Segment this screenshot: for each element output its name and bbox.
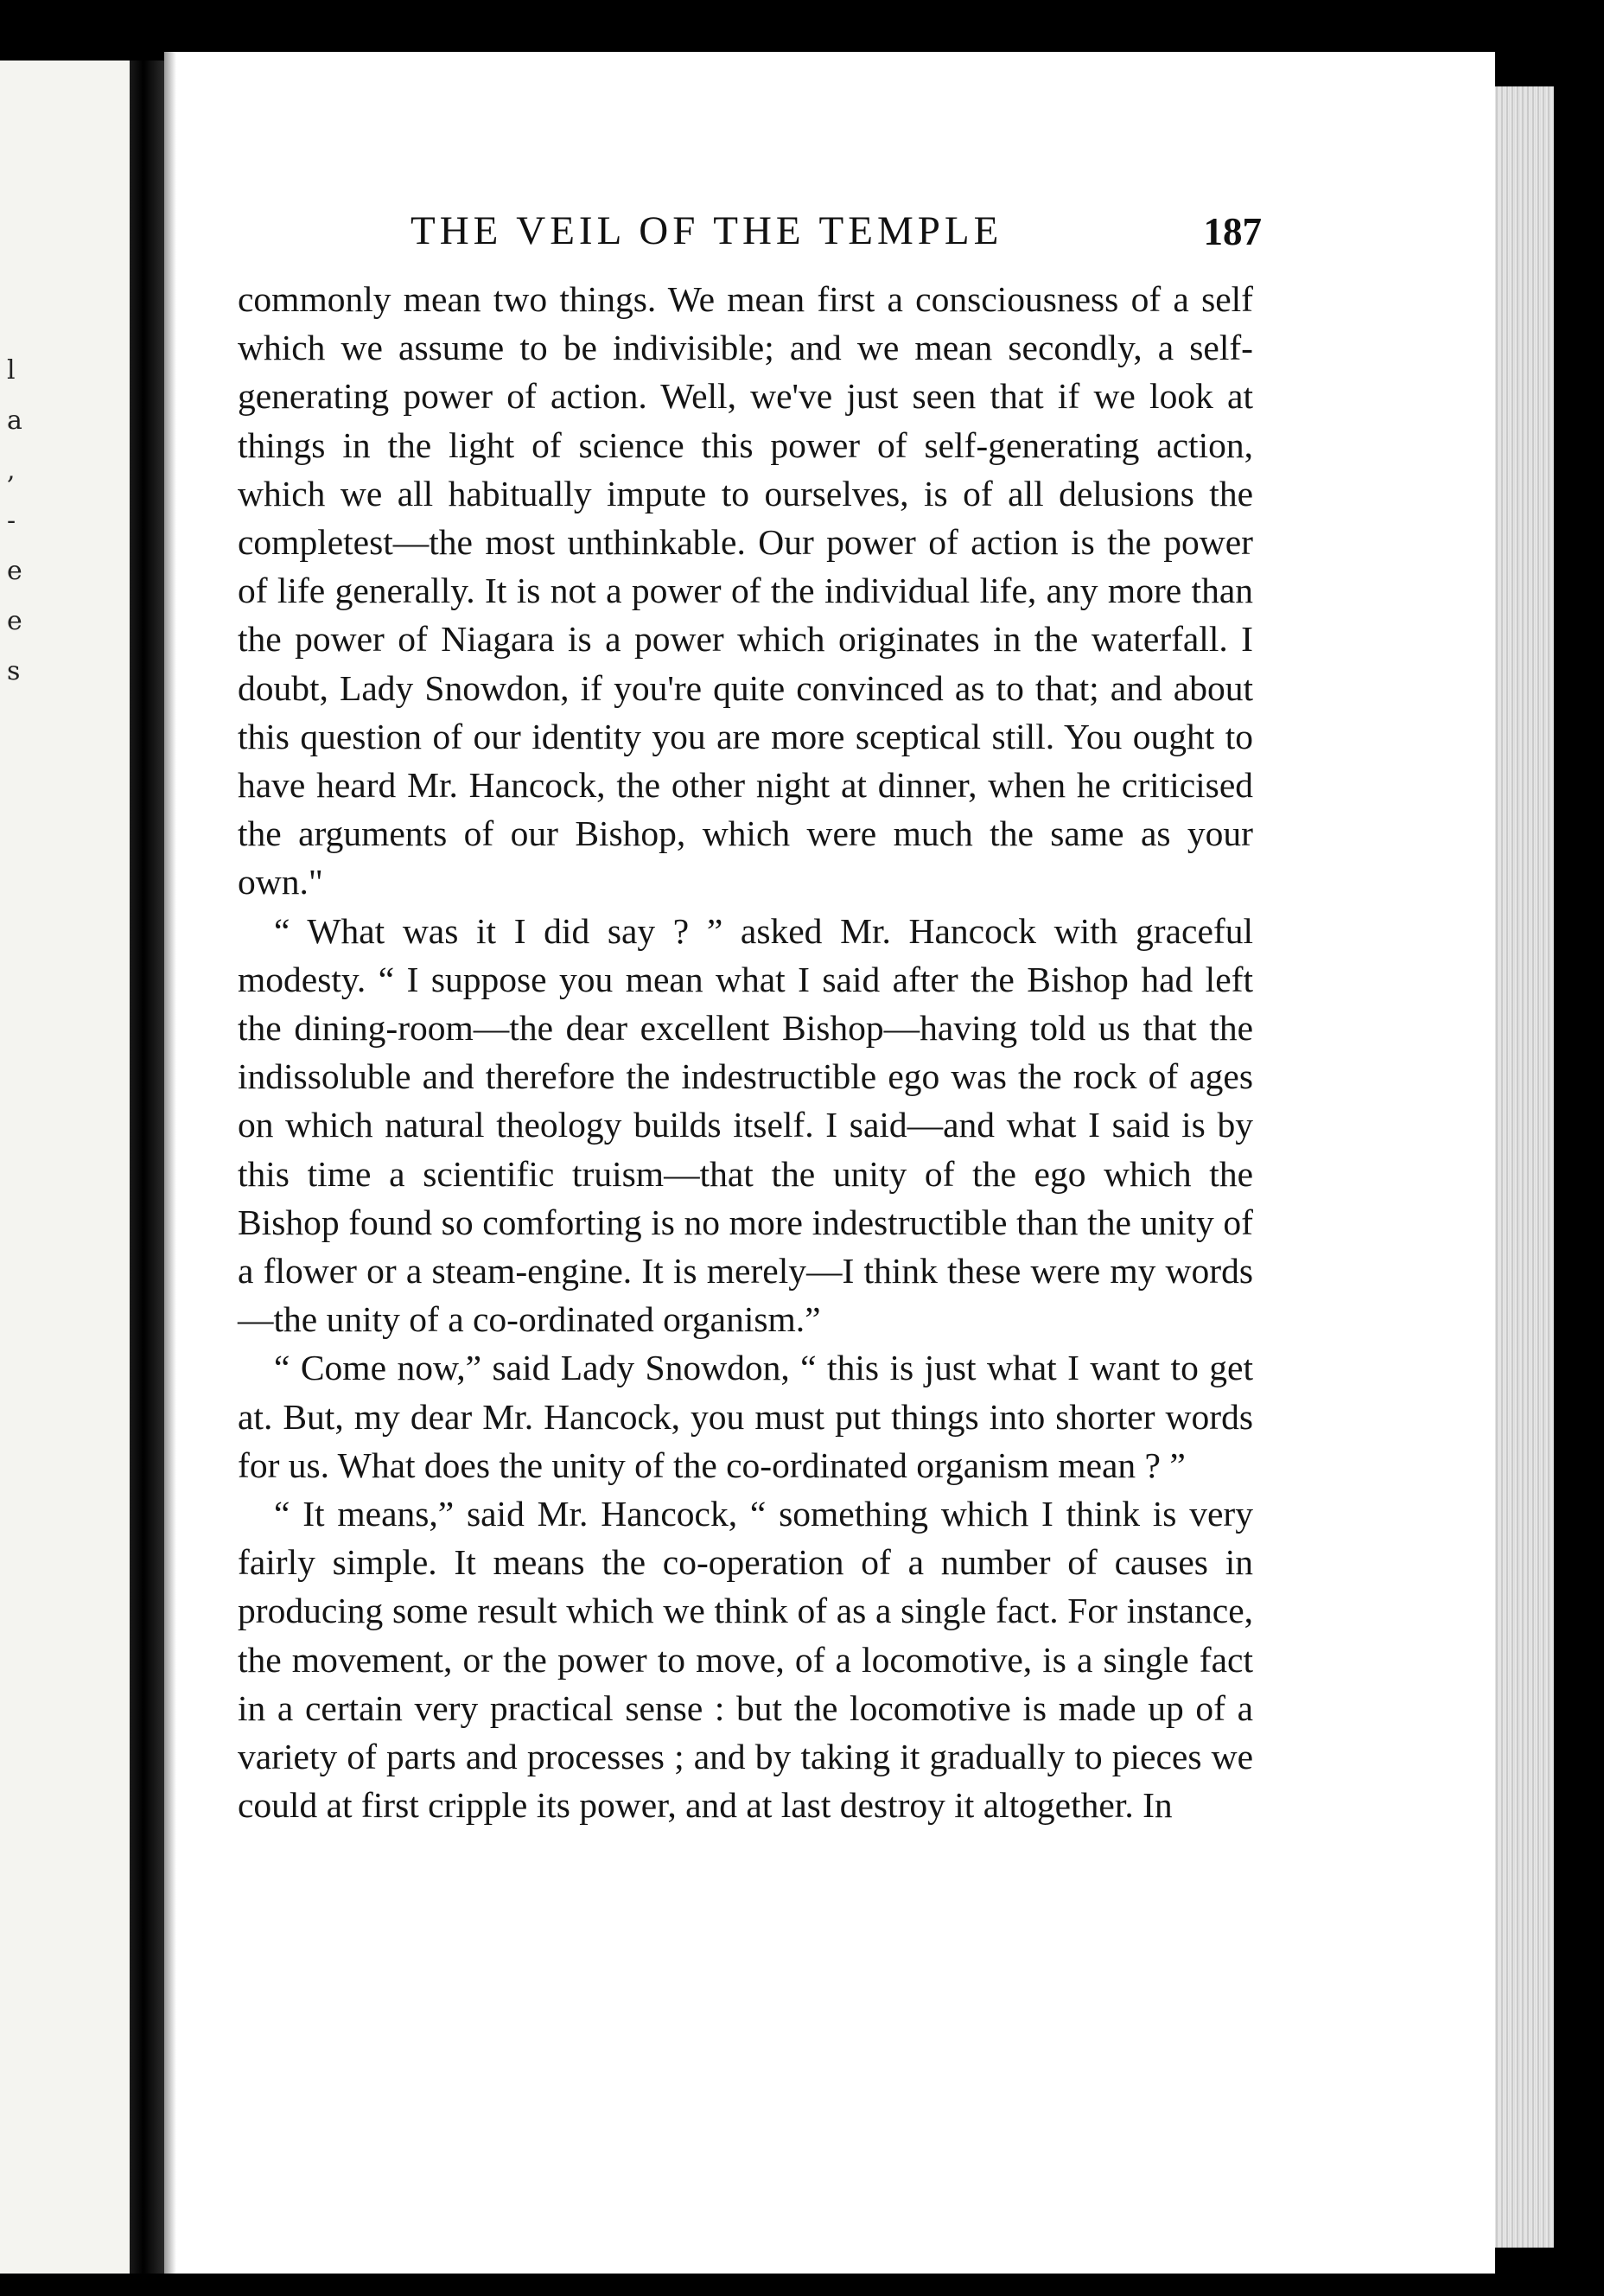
paragraph: “ It means,” said Mr. Hancock, “ something which I think is very fairly simple. It means the co-operation of a number of causes in producing some result which we think of as a single fact. For instance, the movement, or the power to move, of a locomotive, is a single fact in a certain very practical sense : but the locomotive is made up of a variety of parts and processes ; and by taking it gradually to pieces we could at first cripple its power, and at last destroy it altogether. In bbox=[238, 1494, 1253, 1826]
page-number: 187 bbox=[1203, 210, 1262, 253]
edge-mark: e bbox=[7, 556, 22, 586]
edge-mark: s bbox=[7, 656, 21, 686]
book-gutter bbox=[130, 61, 164, 2274]
paragraph: “ Come now,” said Lady Snowdon, “ this is just what I want to get at. But, my dear Mr. Hancock, you must put things into shorter words for us. What does the unity of the co-ordinated organism mean ? ” bbox=[238, 1348, 1253, 1485]
running-head: THE VEIL OF THE TEMPLE bbox=[411, 208, 1003, 253]
page-shadow bbox=[164, 52, 176, 2274]
paragraph: “ What was it I did say ? ” asked Mr. Hancock with graceful modesty. “ I suppose you mean what I said after the Bishop had left the dining-room—the dear excellent Bishop—having told us that the indissoluble and therefore the indestructible ego was the rock of ages on which natural theology builds itself. I said—and what I said is by this time a scientific truism—that the unity of the ego which the Bishop found so comforting is no more indestructible than the unity of a flower or a steam-engine. It is merely—I think these were my words—the unity of a co-ordinated organism.” bbox=[238, 910, 1253, 1340]
paragraph: commonly mean two things. We mean first a consciousness of a self which we assume to be indivisible; and we mean secondly, a self-generating power of action. Well, we've just seen that if we look at things in the light of science this power of self-generating action, which we all habitually impute to ourselves, is of all delusions the completest—the most unthinkable. Our power of action is the power of life generally. It is not a power of the individual life, any more than the power of Niagara is a power which originates in the waterfall. I doubt, Lady Snowdon, if you're quite convinced as to that; and about this question of our identity you are more sceptical still. You ought to have heard Mr. Hancock, the other night at dinner, when he criticised the arguments of our Bishop, which were much the same as your own." bbox=[238, 279, 1253, 902]
edge-mark: - bbox=[7, 506, 16, 536]
page-header bbox=[251, 207, 1262, 268]
edge-mark: l bbox=[7, 355, 16, 386]
edge-mark: , bbox=[7, 456, 16, 486]
page-stack-edge bbox=[1491, 86, 1554, 2248]
edge-mark: e bbox=[7, 606, 22, 636]
edge-mark: a bbox=[7, 405, 22, 436]
page-body bbox=[238, 275, 1253, 1830]
facing-page-edge-text bbox=[7, 346, 22, 697]
